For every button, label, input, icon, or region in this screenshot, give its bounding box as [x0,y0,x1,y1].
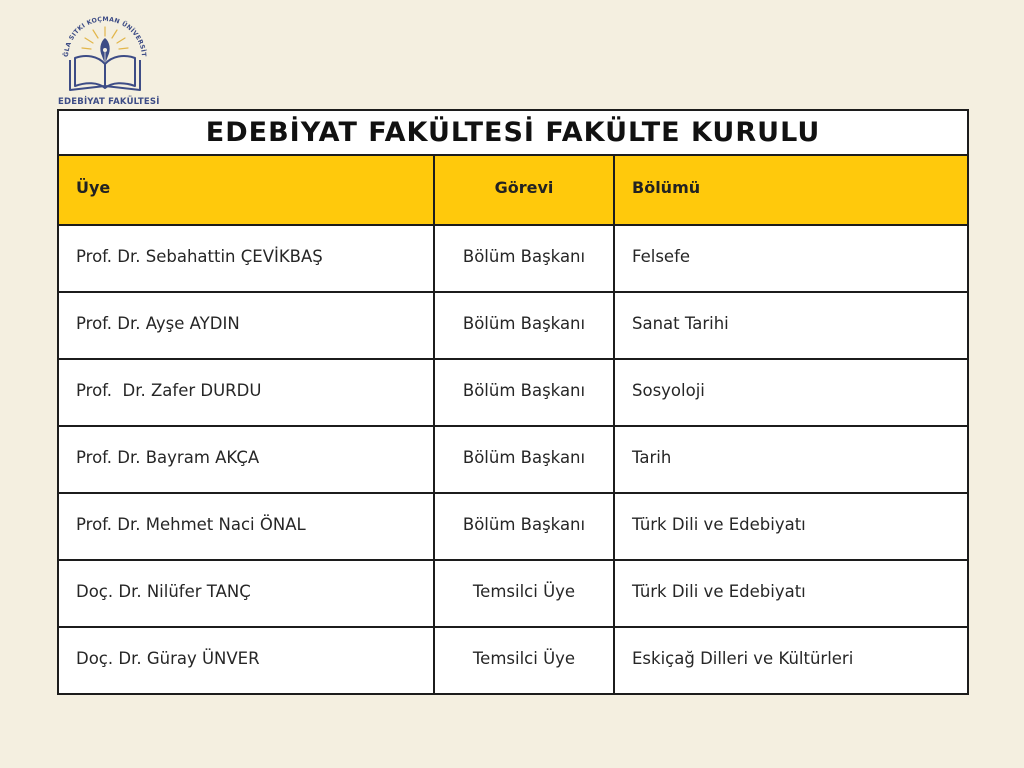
member-name: Doç. Dr. Güray ÜNVER [58,627,434,694]
faculty-board-table-container [57,109,967,695]
member-name: Prof. Dr. Zafer DURDU [58,359,434,426]
member-department: Türk Dili ve Edebiyatı [614,493,968,560]
table-header-row [58,155,968,225]
member-name: Prof. Dr. Bayram AKÇA [58,426,434,493]
faculty-logo [58,6,160,110]
table-row [58,426,968,493]
logo-caption: EDEBİYAT FAKÜLTESİ [58,97,160,107]
table-row [58,225,968,292]
member-role: Bölüm Başkanı [434,292,614,359]
logo-arc-text: ĞLA SITKI KOÇMAN ÜNİVERSİT [62,15,148,58]
table-title: EDEBİYAT FAKÜLTESİ FAKÜLTE KURULU [58,110,968,155]
table-row [58,292,968,359]
member-role: Bölüm Başkanı [434,225,614,292]
table-row [58,493,968,560]
member-department: Sanat Tarihi [614,292,968,359]
member-department: Eskiçağ Dilleri ve Kültürleri [614,627,968,694]
column-header-member: Üye [58,155,434,225]
table-row [58,627,968,694]
faculty-board-table [57,109,969,695]
member-department: Sosyoloji [614,359,968,426]
member-department: Türk Dili ve Edebiyatı [614,560,968,627]
member-role: Temsilci Üye [434,560,614,627]
member-name: Prof. Dr. Ayşe AYDIN [58,292,434,359]
table-row [58,359,968,426]
member-name: Prof. Dr. Mehmet Naci ÖNAL [58,493,434,560]
member-name: Prof. Dr. Sebahattin ÇEVİKBAŞ [58,225,434,292]
member-role: Bölüm Başkanı [434,493,614,560]
column-header-department: Bölümü [614,155,968,225]
member-role: Temsilci Üye [434,627,614,694]
open-book-pen-nib-emblem-icon [58,6,152,98]
member-role: Bölüm Başkanı [434,426,614,493]
member-department: Tarih [614,426,968,493]
member-role: Bölüm Başkanı [434,359,614,426]
member-department: Felsefe [614,225,968,292]
member-name: Doç. Dr. Nilüfer TANÇ [58,560,434,627]
column-header-role: Görevi [434,155,614,225]
table-row [58,560,968,627]
